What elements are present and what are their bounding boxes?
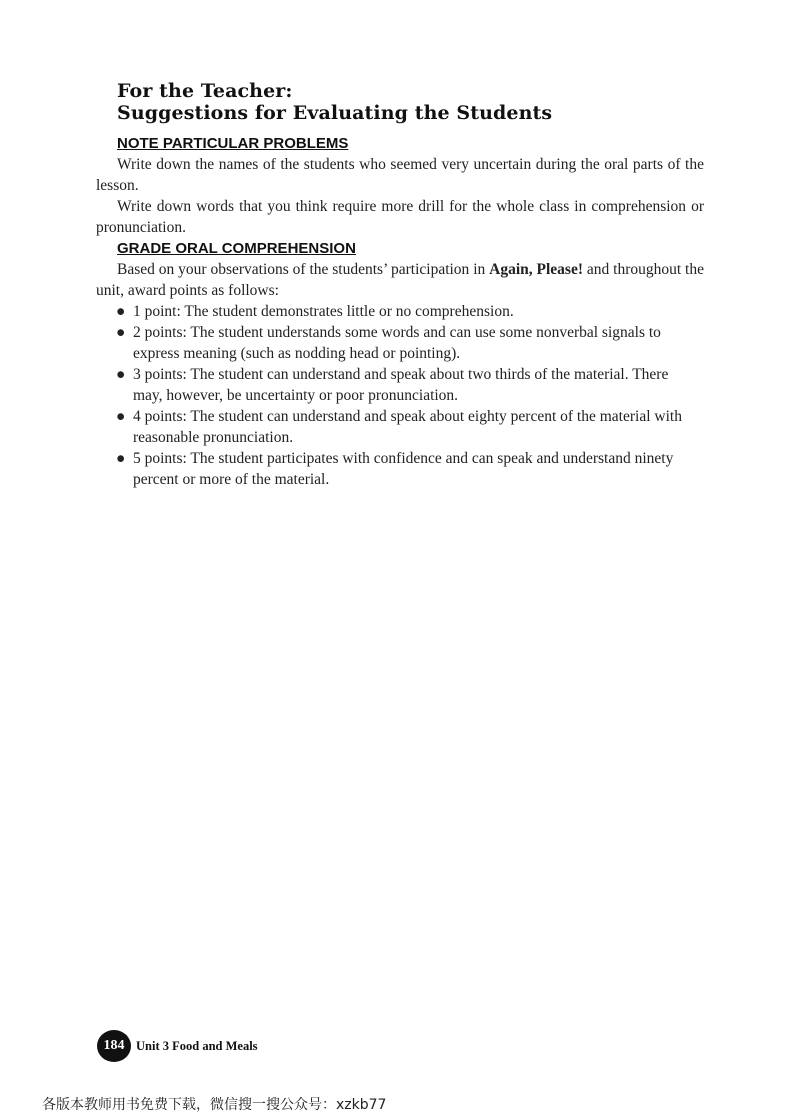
list-item (96, 448, 704, 490)
list-item-text: 3 points: The student can understand and speak about two thirds of the material. There may, however, be uncertainty or poor pronunciation. (133, 366, 669, 404)
page-title (117, 80, 717, 124)
list-item-text: 5 points: The student participates with confidence and can speak and understand ninety percent or more of the material. (133, 450, 674, 488)
list-item (96, 301, 704, 322)
title-line-1: For the Teacher: (117, 80, 293, 102)
bullet-icon: ● (116, 408, 126, 425)
paragraph-uncertain-students: Write down the names of the students who seemed very uncertain during the oral parts of the lesson. (96, 156, 704, 194)
title-line-2: Suggestions for Evaluating the Students (117, 102, 553, 124)
list-item-text: 4 points: The student can understand and speak about eighty percent of the material with reasonable pronunciation. (133, 408, 682, 446)
page-number-badge: 184 (97, 1030, 131, 1062)
page-footer (97, 1030, 258, 1062)
list-item (96, 322, 704, 364)
paragraph-drill-words: Write down words that you think require more drill for the whole class in comprehension or pronunciation. (96, 198, 704, 236)
bullet-icon: ● (116, 303, 126, 320)
paragraph-grading-intro (96, 259, 704, 301)
list-item (96, 406, 704, 448)
bullet-icon: ● (116, 366, 126, 383)
points-list (96, 301, 704, 490)
main-content (96, 133, 704, 490)
unit-label: Unit 3 Food and Meals (136, 1038, 258, 1053)
section-heading-note-problems: NOTE PARTICULAR PROBLEMS (117, 135, 349, 152)
watermark-text: 各版本教师用书免费下载，微信搜一搜公众号：xzkb77 (42, 1097, 387, 1113)
intro-text-after: and throughout the unit, award points as follows: (96, 261, 704, 299)
section-heading-grade-comprehension: GRADE ORAL COMPREHENSION (117, 240, 356, 257)
intro-text-before: Based on your observations of the students’ participation in (117, 261, 490, 278)
list-item-text: 1 point: The student demonstrates little or no comprehension. (133, 303, 514, 320)
bullet-icon: ● (116, 450, 126, 467)
list-item (96, 364, 704, 406)
list-item-text: 2 points: The student understands some words and can use some nonverbal signals to express meaning (such as nodding head or pointing). (133, 324, 661, 362)
intro-text-bold-title: Again, Please! (489, 261, 583, 278)
bullet-icon: ● (116, 324, 126, 341)
